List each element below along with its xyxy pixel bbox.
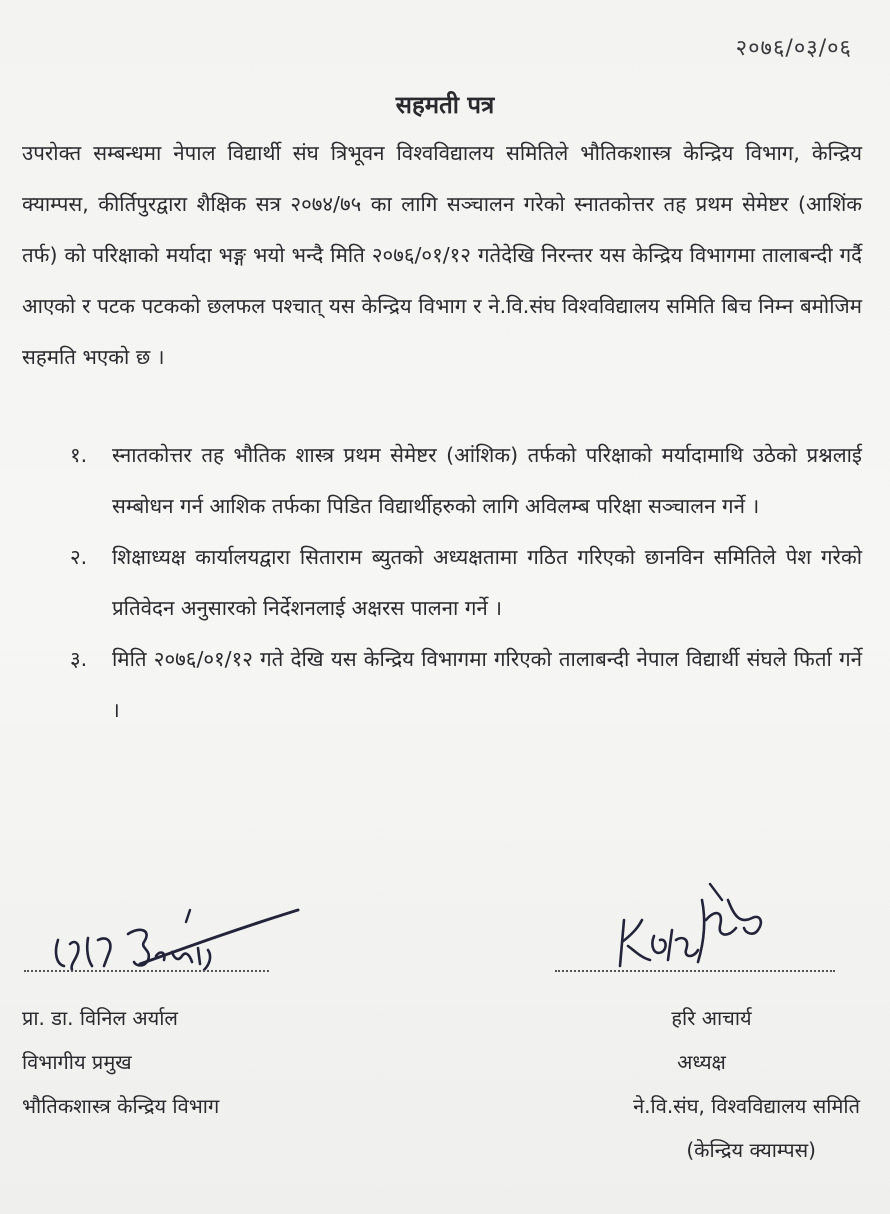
item-number: २. <box>70 545 88 569</box>
intro-paragraph: उपरोक्त सम्बन्धमा नेपाल विद्यार्थी संघ त्रिभूवन विश्वविद्यालय समितिले भौतिकशास्त्र केन्द्रिय विभाग, केन्द्रिय क्याम्पस, कीर्तिपुरद्वारा शैक्षिक सत्र २०७४/७५ का लागि सञ्चालन गरेको स्नातकोत्तर तह प्रथम सेमेष्टर (आशिंक तर्फ) को परिक्षाको मर्यादा भङ्ग भयो भन्दै मिति २०७६/०१/१२ गतेदेखि निरन्तर यस केन्द्रिय विभागमा तालाबन्दी गर्दै आएको र पटक पटकको छलफल पश्चात् यस केन्द्रिय विभाग र ने.वि.संघ विश्वविद्यालय समिति बिच निम्न बमोजिम सहमति भएको छ । <box>22 141 862 369</box>
left-signatory-department: भौतिकशास्त्र केन्द्रिय विभाग <box>22 1094 220 1118</box>
agreement-items <box>70 430 862 736</box>
agreement-item <box>70 634 862 736</box>
left-handwritten-signature <box>40 900 310 980</box>
right-signatory-campus: (केन्द्रिय क्याम्पस) <box>686 1138 816 1162</box>
agreement-item <box>70 430 862 532</box>
item-text: मिति २०७६/०१/१२ गते देखि यस केन्द्रिय विभागमा गरिएको तालाबन्दी नेपाल विद्यार्थी संघले फिर्ता गर्ने । <box>112 647 862 722</box>
document-date: २०७६/०३/०६ <box>735 36 852 61</box>
right-signatory-position: अध्यक्ष <box>677 1050 726 1074</box>
agreement-item <box>70 532 862 634</box>
right-handwritten-signature <box>610 880 780 970</box>
right-signature-line <box>555 970 835 972</box>
left-signatory-position: विभागीय प्रमुख <box>22 1050 132 1074</box>
right-signatory-organization: ने.वि.संघ, विश्वविद्यालय समिति <box>633 1094 860 1118</box>
item-text: स्नातकोत्तर तह भौतिक शास्त्र प्रथम सेमेष्टर (आंशिक) तर्फको परिक्षाको मर्यादामाथि उठेको प्रश्नलाई सम्बोधन गर्न आशिक तर्फका पिडित विद्यार्थीहरुको लागि अविलम्ब परिक्षा सञ्चालन गर्ने । <box>112 443 862 518</box>
left-signatory-name: प्रा. डा. विनिल अर्याल <box>22 1006 178 1030</box>
right-signatory-name: हरि आचार्य <box>671 1006 752 1030</box>
left-signatory-block <box>22 996 219 1128</box>
item-number: १. <box>70 443 88 467</box>
right-signatory-block <box>633 996 860 1172</box>
item-text: शिक्षाध्यक्ष कार्यालयद्वारा सिताराम ब्युतको अध्यक्षतामा गठित गरिएको छानविन समितिले पेश गरेको प्रतिवेदन अनुसारको निर्देशनलाई अक्षरस पालना गर्ने । <box>112 545 862 620</box>
left-signature-line <box>24 970 269 972</box>
document-title: सहमती पत्र <box>395 91 495 119</box>
item-number: ३. <box>70 647 88 671</box>
